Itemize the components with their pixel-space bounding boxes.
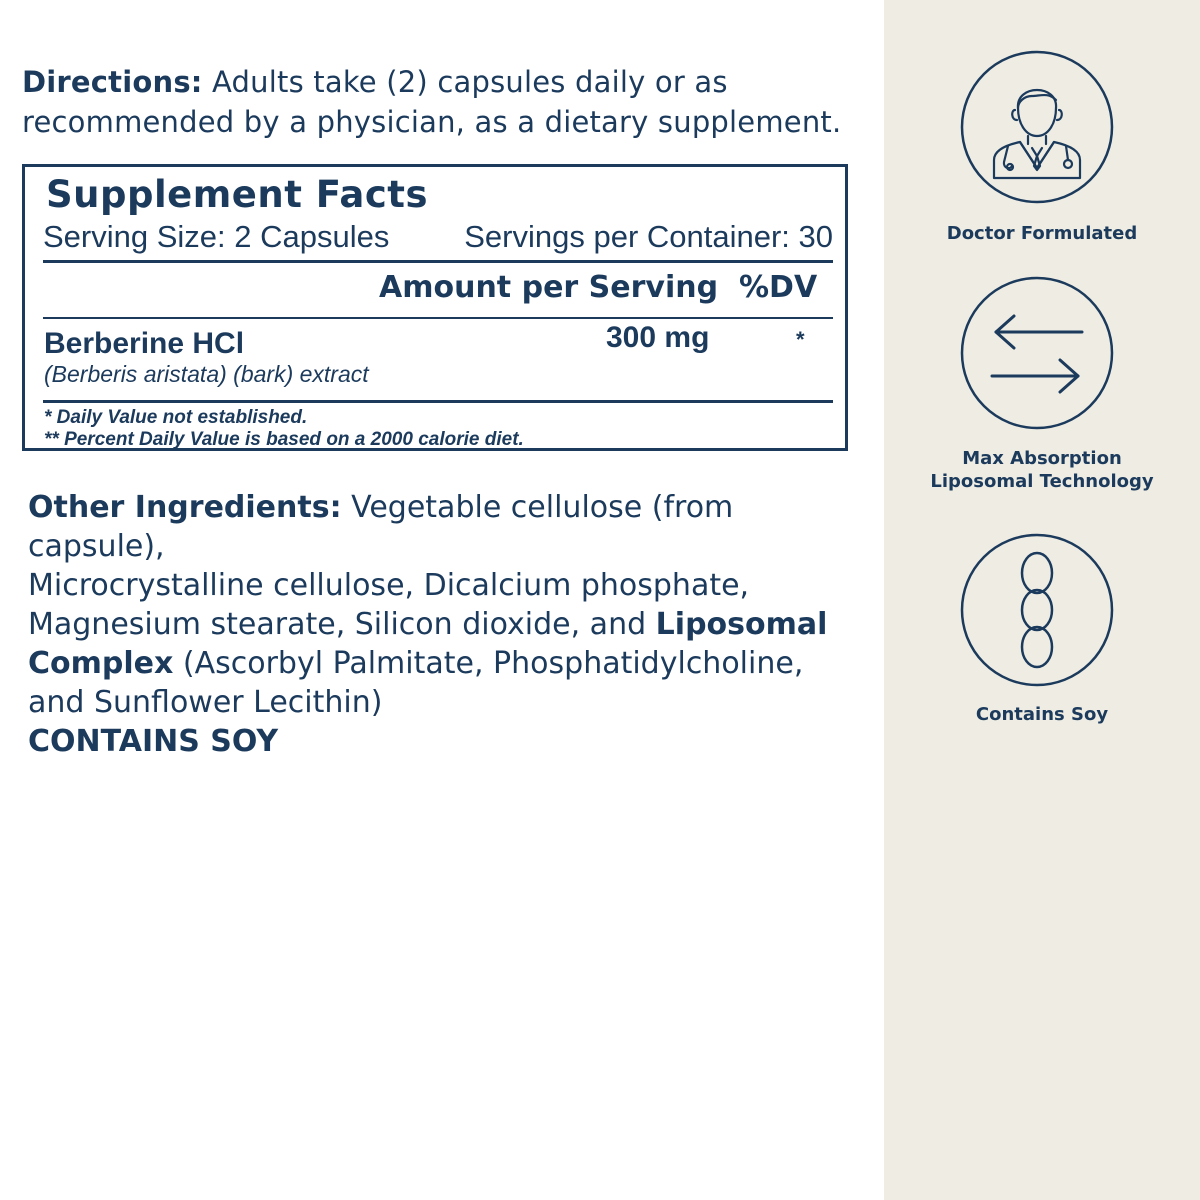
directions-line-1: [22, 62, 862, 102]
other-ingredients-text-4: (Ascorbyl Palmitate, Phosphatidylcholine,: [182, 646, 804, 681]
badge-label-soy: [884, 703, 1200, 726]
soy-pod-icon: [960, 533, 1114, 687]
allergen-warning: CONTAINS SOY: [28, 724, 279, 759]
other-ingredients-line-3: [28, 605, 878, 644]
badge-label-line: Doctor Formulated: [946, 223, 1138, 244]
ingredient-daily-value: *: [796, 327, 805, 352]
other-ingredients-line-5: and Sunflower Lecithin): [28, 685, 383, 720]
badge-label-line-1: Max Absorption: [962, 448, 1122, 469]
ingredient-source: (Berberis aristata) (bark) extract: [44, 361, 369, 387]
header-daily-value: %DV: [739, 270, 818, 305]
divider-header: [43, 317, 833, 319]
ingredient-name: Berberine HCl: [44, 327, 245, 360]
divider-footer: [43, 400, 833, 403]
liposomal-bold: Liposomal: [655, 607, 828, 642]
serving-size: Serving Size: 2 Capsules: [43, 219, 390, 254]
servings-per-container: Servings per Container: 30: [464, 219, 833, 254]
footnote-daily-value: * Daily Value not established.: [44, 407, 308, 428]
other-ingredients-line-2: Microcrystalline cellulose, Dicalcium phosphate,: [28, 568, 750, 603]
ingredient-amount: 300 mg: [606, 321, 710, 354]
other-ingredients-lead: Other Ingredients:: [28, 490, 342, 525]
directions-lead: Directions:: [22, 65, 203, 99]
header-amount-per-serving: Amount per Serving: [379, 270, 719, 305]
other-ingredients: [28, 488, 878, 761]
other-ingredients-text-1: Vegetable cellulose (from capsule),: [28, 490, 734, 564]
footnote-percent-dv: ** Percent Daily Value is based on a 2000 calorie diet.: [44, 429, 524, 450]
doctor-icon: [960, 50, 1114, 204]
serving-info-row: [43, 219, 833, 255]
directions-line-1-rest: Adults take (2) capsules daily or as: [212, 65, 728, 99]
supplement-facts-panel: [22, 164, 848, 451]
badge-label-doctor: [884, 222, 1200, 245]
badge-label-line-2: Liposomal Technology: [930, 471, 1154, 492]
complex-bold: Complex: [28, 646, 174, 681]
directions-line-2: recommended by a physician, as a dietary supplement.: [22, 105, 842, 139]
divider-thick: [43, 260, 833, 263]
supplement-facts-title: Supplement Facts: [46, 173, 429, 216]
badge-label-absorption: [884, 447, 1200, 493]
other-ingredients-line-4: [28, 644, 878, 683]
directions-text: [22, 62, 862, 142]
other-ingredients-line-1: [28, 488, 878, 566]
badge-label-line: Contains Soy: [975, 704, 1109, 725]
arrows-exchange-icon: [960, 276, 1114, 430]
feature-sidebar: [884, 0, 1200, 1200]
other-ingredients-text-3: Magnesium stearate, Silicon dioxide, and: [28, 607, 647, 642]
